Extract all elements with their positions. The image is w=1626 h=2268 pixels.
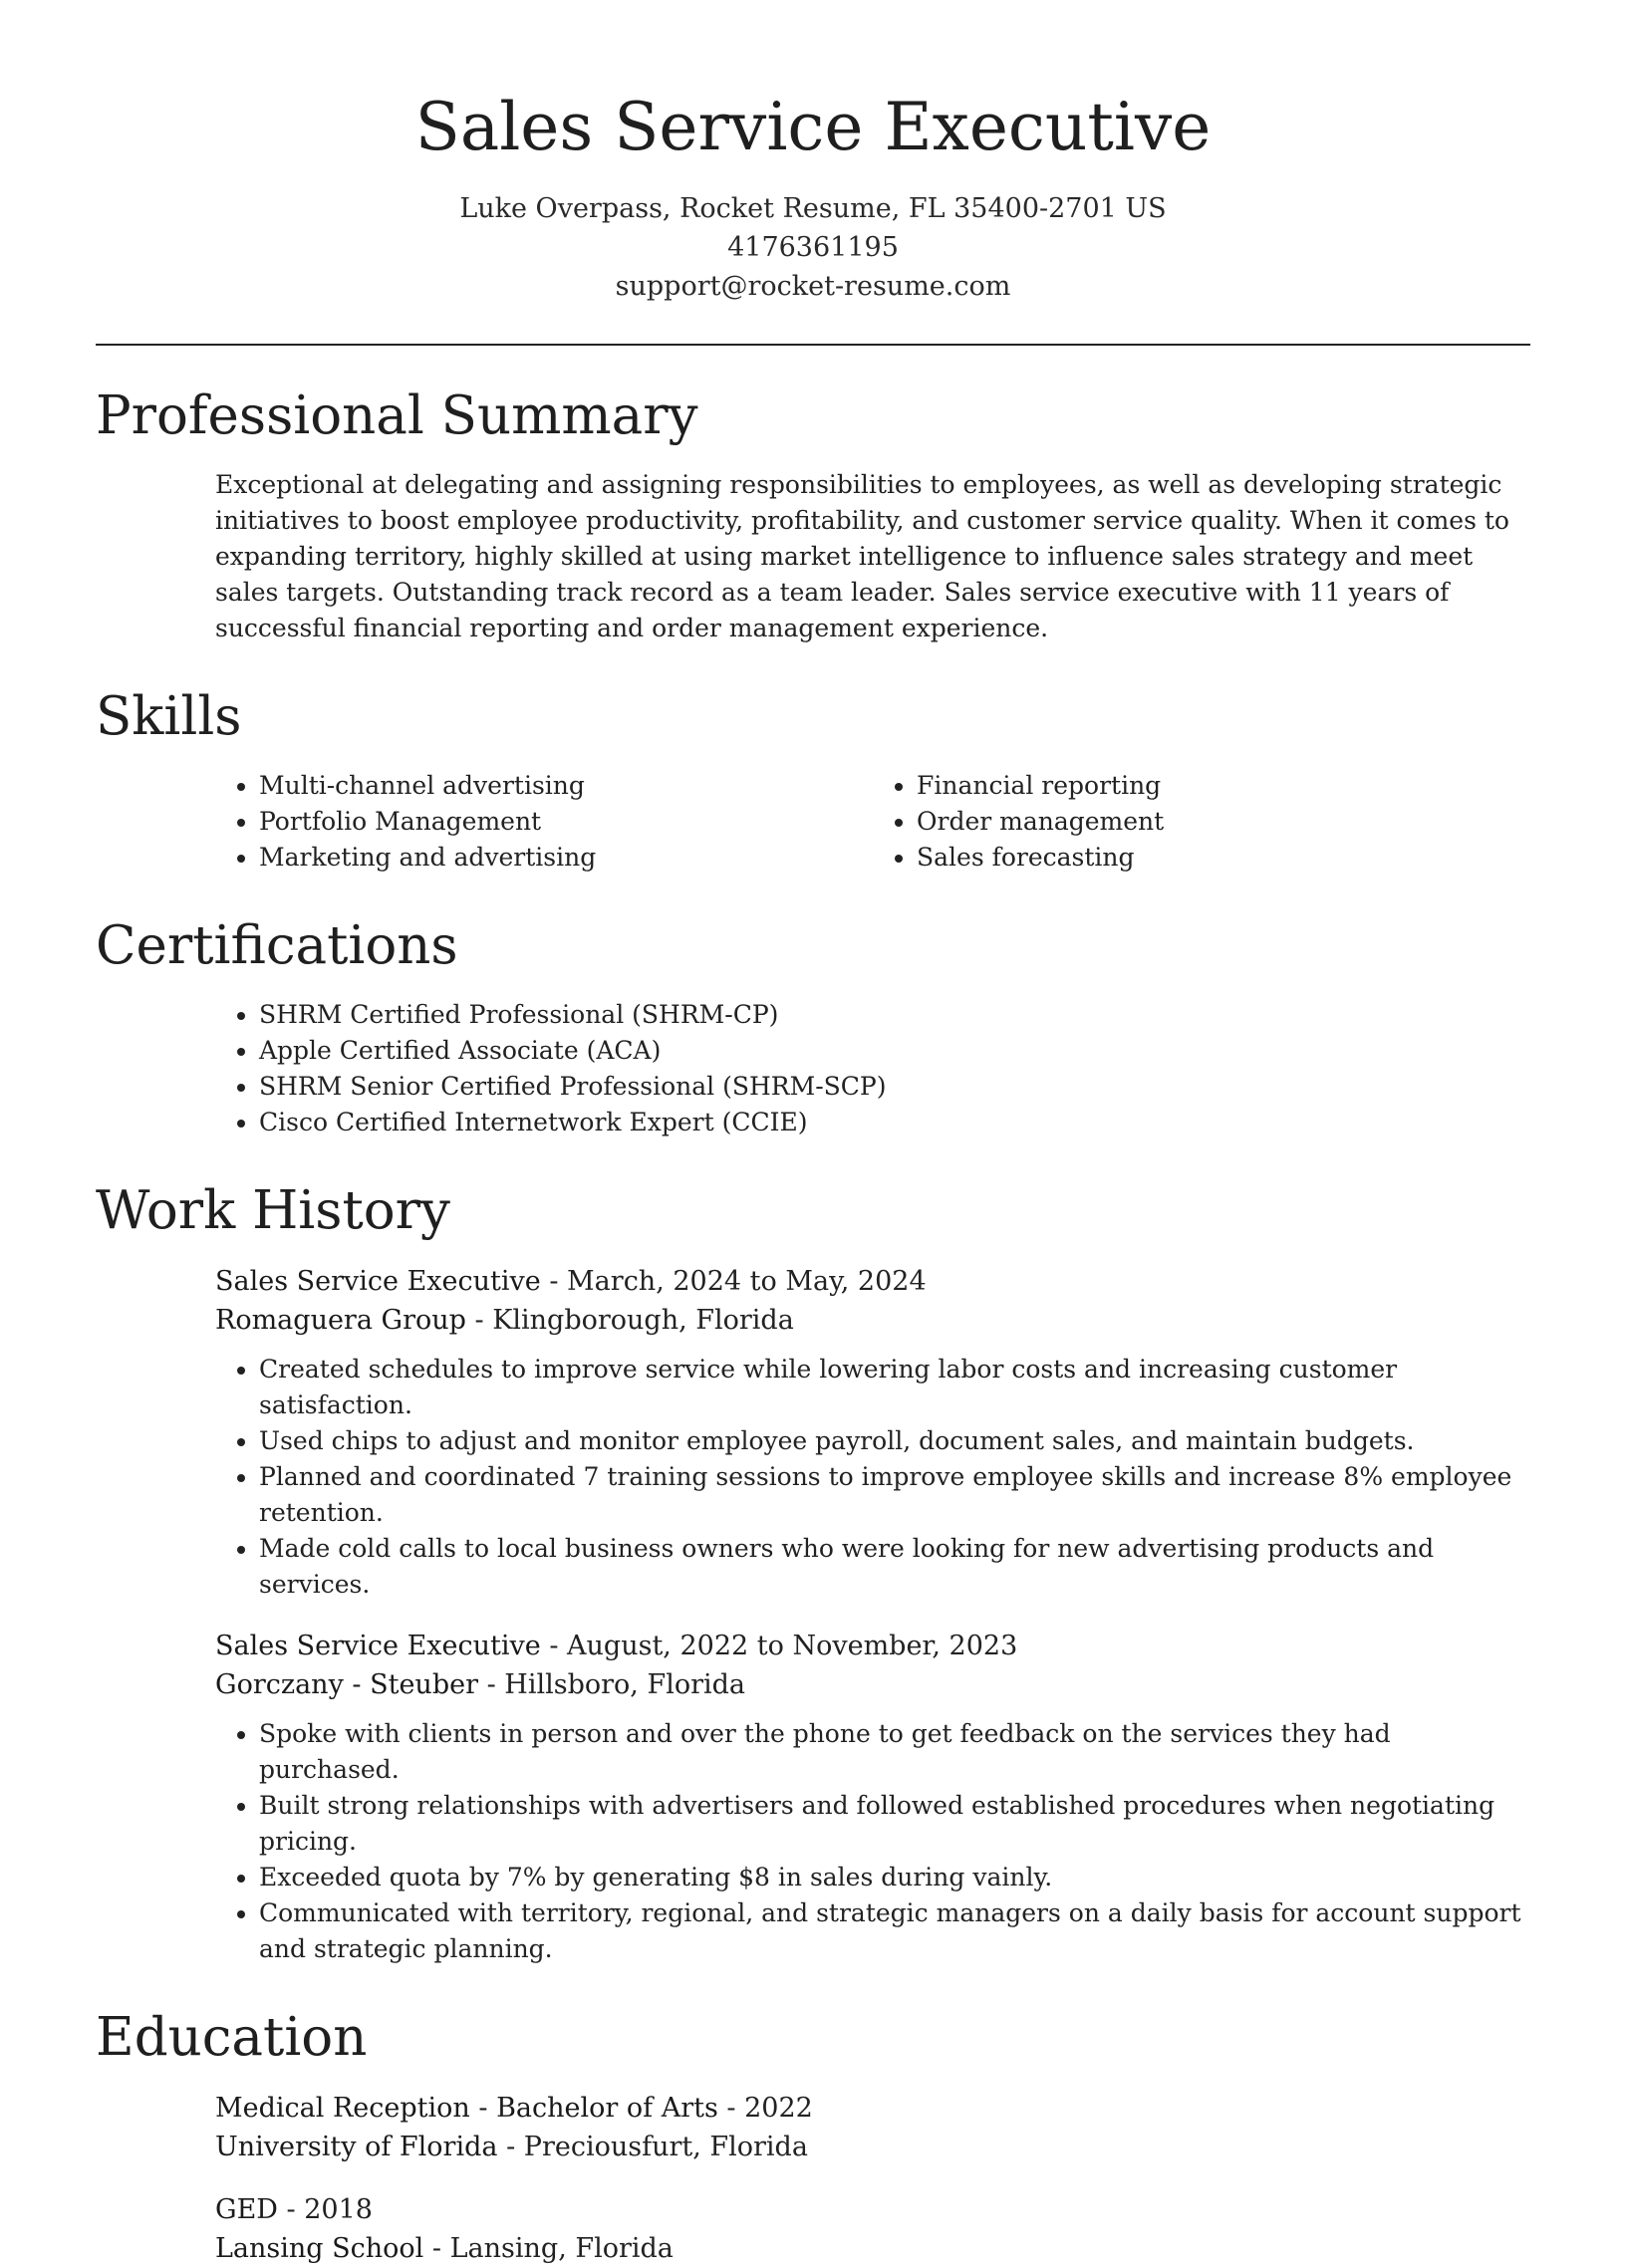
job-bullet: • Exceeded quota by 7% by generating $8 in sales during vainly. <box>259 1860 1530 1895</box>
job-role: Sales Service Executive <box>215 1631 541 1661</box>
skills-title: Skills <box>96 686 242 747</box>
job-bullet: • Communicated with territory, regional, and strategic managers on a daily basis for account support and strategic planning. <box>259 1895 1530 1967</box>
contact-address: Luke Overpass, Rocket Resume, FL 35400-2701 US <box>459 193 1167 224</box>
skill-item: • Sales forecasting <box>917 840 1530 876</box>
education-entry <box>215 2089 1530 2166</box>
skills-section <box>96 686 1530 876</box>
education-school-line <box>215 2128 1530 2166</box>
education-entry <box>215 2190 1530 2268</box>
work-history-title: Work History <box>96 1180 450 1241</box>
header-divider <box>96 344 1530 346</box>
skill-item: • Multi-channel advertising <box>259 768 873 804</box>
job-entry <box>215 1627 1530 1967</box>
summary-section <box>96 385 1530 646</box>
skill-item: • Portfolio Management <box>259 804 873 840</box>
job-title-line <box>215 1627 1530 1665</box>
job-company-line <box>215 1301 1530 1340</box>
education-school: University of Florida <box>215 2132 498 2162</box>
job-dates: - March, 2024 to May, 2024 <box>540 1266 927 1297</box>
contact-phone: 4176361195 <box>727 232 899 263</box>
job-bullet: • Built strong relationships with advertisers and followed established procedures when negotiating pricing. <box>259 1788 1530 1860</box>
education-title: Education <box>96 2007 368 2068</box>
job-bullet: • Planned and coordinated 7 training sessions to improve employee skills and increase 8% employee retention. <box>259 1459 1530 1531</box>
job-bullet: • Used chips to adjust and monitor employee payroll, document sales, and maintain budgets. <box>259 1423 1530 1459</box>
job-company: Romaguera Group <box>215 1305 466 1336</box>
job-entry <box>215 1262 1530 1603</box>
job-location: - Klingborough, Florida <box>465 1305 794 1336</box>
skill-item: • Marketing and advertising <box>259 840 873 876</box>
skills-list-right <box>873 768 1530 876</box>
contact-info <box>96 189 1530 306</box>
summary-title: Professional Summary <box>96 385 698 446</box>
education-year: - 2022 <box>717 2093 813 2124</box>
skill-item: • Order management <box>917 804 1530 840</box>
resume-header <box>96 0 1530 306</box>
job-bullet: • Spoke with clients in person and over the phone to get feedback on the services they had purchased. <box>259 1716 1530 1788</box>
education-degree: GED <box>215 2194 278 2225</box>
certification-item: • SHRM Certified Professional (SHRM-CP) <box>259 997 1530 1033</box>
job-location: - Hillsboro, Florida <box>478 1669 746 1700</box>
resume-name: Sales Service Executive <box>414 89 1212 165</box>
education-location: - Lansing, Florida <box>423 2233 674 2264</box>
skill-item: • Financial reporting <box>917 768 1530 804</box>
job-bullets <box>215 1352 1530 1603</box>
education-section <box>96 2007 1530 2268</box>
summary-text: Exceptional at delegating and assigning responsibilities to employees, as well as developing strategic initiatives to boost employee productivity, profitability, and customer service quality. When it comes to expanding territory, highly skilled at using market intelligence to influence sales strategy and meet sales targets. Outstanding track record as a team leader. Sales service executive with 11 years of successful financial reporting and order management experience. <box>215 470 1509 642</box>
job-role: Sales Service Executive <box>215 1266 541 1297</box>
certification-item: • Cisco Certified Internetwork Expert (CCIE) <box>259 1105 1530 1140</box>
education-location: - Preciousfurt, Florida <box>497 2132 808 2162</box>
job-dates: - August, 2022 to November, 2023 <box>540 1631 1018 1661</box>
education-degree-line <box>215 2190 1530 2229</box>
education-degree: Medical Reception - Bachelor of Arts <box>215 2093 718 2124</box>
job-title-line <box>215 1262 1530 1301</box>
certifications-section <box>96 915 1530 1140</box>
job-bullet: • Made cold calls to local business owners who were looking for new advertising products and services. <box>259 1531 1530 1603</box>
work-history-section <box>96 1180 1530 1967</box>
job-company: Gorczany - Steuber <box>215 1669 478 1700</box>
education-year: - 2018 <box>277 2194 373 2225</box>
education-degree-line <box>215 2089 1530 2128</box>
certification-item: • Apple Certified Associate (ACA) <box>259 1033 1530 1069</box>
job-bullet: • Created schedules to improve service while lowering labor costs and increasing customer satisfaction. <box>259 1352 1530 1423</box>
education-school: Lansing School <box>215 2233 424 2264</box>
contact-email: support@rocket-resume.com <box>615 271 1011 302</box>
education-school-line <box>215 2229 1530 2268</box>
job-company-line <box>215 1665 1530 1704</box>
job-bullets <box>215 1716 1530 1967</box>
certification-item: • SHRM Senior Certified Professional (SHRM-SCP) <box>259 1069 1530 1105</box>
certifications-list <box>215 997 1530 1140</box>
certifications-title: Certifications <box>96 915 458 976</box>
skills-list-left <box>215 768 873 876</box>
